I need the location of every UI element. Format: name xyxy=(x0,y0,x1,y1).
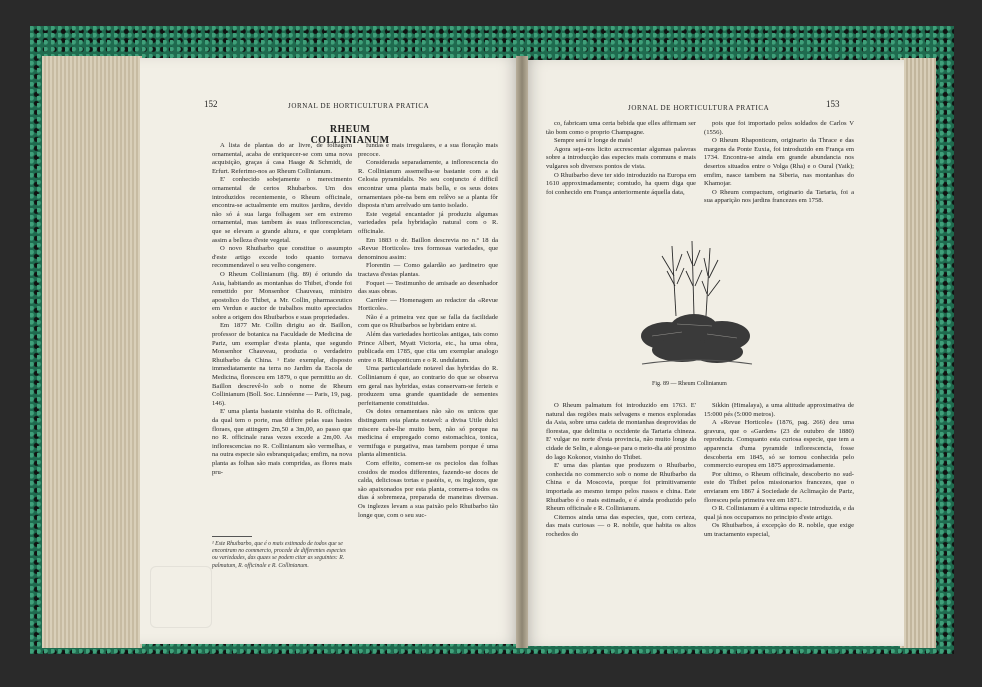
figure-caption: Fig. 89 — Rheum Collinianum xyxy=(652,381,727,387)
paragraph: E' conhecido sobejamente o merecimento ornamental de certos Rhubarbos. Um dos introduzidos recentemente, o Rheum officinale, encontra-se actualmente em muitos jardins, devido não só á sua larga folhagem ser em extremo ornamental, mas tambem ás suas inflorescencias, que se elevam a grande altura, e que completam assim a belleza d'este vegetal. xyxy=(212,176,352,244)
right-page-number: 153 xyxy=(826,99,840,109)
right-running-head: JORNAL DE HORTICULTURA PRATICA xyxy=(628,104,770,112)
rheum-plant-illustration xyxy=(632,236,762,376)
paragraph: Em 1883 o dr. Baillon descrevia no n.º 18 da «Revue Horticole» tres formosas variedades, que denominou assim: xyxy=(358,236,498,261)
footnote: ¹ Este Rhuibarbo, que é o mais estimado de todos que se encontram no commercio, procede de differentes especies ou variedades, das quaes se podem citar as seguintes: R. palmatum, R. officinale e R. Collinianum. xyxy=(212,541,346,569)
left-page-number: 152 xyxy=(204,99,218,109)
paragraph: Considerada separadamente, a inflorescencia do R. Collinianum assemelha-se bastante com a da Celosia pyramidalis. No seu conjuncto é difficil encontrar uma planta mais bella, e os seus dotes ornamentaes põe-na bem em relêvo se a planta fôr disposta n'um arrelvado um tanto isolado. xyxy=(358,159,498,210)
book-gutter xyxy=(516,56,528,648)
paragraph: Citemos ainda uma das especies, que, com certeza, das mais curiosas — o R. nobile, que habita os altos rochedos do xyxy=(546,513,696,538)
paragraph: Carrière — Homenagem ao redactor da «Revue Horticole». xyxy=(358,296,498,313)
page-edges-left xyxy=(42,56,142,648)
paragraph: Por ultimo, o Rheum officinale, descoberto no sud-este do Thibet pelos missionarios francezes, que o enviaram em 1867 á Sociedade de Aclimação de Pariz, floresceu pela primeira vez em 1871. xyxy=(704,470,854,504)
paragraph: O Rheum palmatum foi introduzido em 1763. E' natural das regiões mais selvagens e menos exploradas da Asia, sobre uma cadeia de montanhas desprovidas de florestas, que delimita o occidente da Tartaria chineza. E' vulgar no norte d'esta provincia, não muito longe da cidade de Selin, e alonga-se para o meio-dia até proximo do lago Kokonor, visinho do Thibet. xyxy=(546,402,696,461)
paragraph: O novo Rhuibarbo que constitue o assumpto d'este artigo excede todo quanto tornava recommendavel o seu velho congenere. xyxy=(212,245,352,270)
left-column-2 xyxy=(358,142,498,582)
paragraph: Não é a primeira vez que se falla da facilidade com que os Rhuibarbos se hybridam entre si. xyxy=(358,313,498,330)
paragraph: fundas e mais irregulares, e a sua floração mais precoce. xyxy=(358,142,498,158)
library-stamp xyxy=(150,566,212,628)
paragraph: O R. Collinianum é a ultima especie introduzida, e da qual já nos occupamos no principio d'este artigo. xyxy=(704,505,854,521)
paragraph: E' uma planta bastante visinha do R. officinale, da qual tem o porte, mas differe pelas suas hastes floraes, que attingem 2m,50 a 3m,00, ao passo que no R. officinale raras vezes excede a 2m,00. As inflorescencias no R. Collinianum são vermelhas, e na outra especie são esbranquiçadas; emfim, na nova planta as folhas são mais compridas, as flores mais pru- xyxy=(212,408,352,476)
paragraph: O Rheum compactum, originario da Tartaria, foi a sua apparição nos jardins francezes em 1758. xyxy=(704,188,854,205)
paragraph: Foquet — Testimunho de amisade ao desenhador das suas obras. xyxy=(358,279,498,296)
paragraph: A «Revue Horticole» (1876, pag. 266) deu uma gravura, que o «Garden» (23 de outubro de 1880) reproduziu. Comquanto esta curiosa especie, que tem a apparencia d'uma pyramide inflorescencia, fosse descoberta em 1845, só se tornou conhecida pelo commercio europeu em 1875 approximadamente. xyxy=(704,419,854,470)
paragraph: O Rheum Collinianum (fig. 89) é oriundo da Asia, habitando as montanhas do Thibet, d'onde foi remettido por Monsenhor Chauveau, ministro apostolico do Thibet, a Mr. Collin, pharmaceutico em Verdun e auctor de trabalhos muito apreciados sobre a origem dos Rhuibarbos e suas propriedades. xyxy=(212,270,352,321)
paragraph: Sempre será ir longe de mais! xyxy=(554,137,633,145)
left-running-head: JORNAL DE HORTICULTURA PRATICA xyxy=(288,102,430,110)
paragraph: Florentin — Como galardão ao jardineiro que tractava d'estas plantas. xyxy=(358,262,498,278)
paragraph: Os dotes ornamentaes não são os unicos que distinguem esta planta notavel: a divisa Utile dulci miscere cabe-lhe muito bem, não só porque na medicina é empregado como estomachica, tonica, vermifuga e purgativa, mas tambem porque é uma planta alimenticia. xyxy=(358,408,498,459)
right-column-1-bottom xyxy=(546,402,696,602)
paragraph: O Rheum Rhaponticum, originario da Thrace e das margens da Ponte Euxia, foi introduzido em França em 1734. Encontra-se ainda em grande abundancia nos desertos situados entre o Volga (Rha) e o Oural (Yaik); emfim, nasce tambem na Siberia, nas montanhas do Khamojar. xyxy=(704,137,854,188)
right-column-1-top xyxy=(546,120,696,224)
paragraph: Sikkin (Himalaya), a uma altitude approximativa de 15:000 pés (5:000 metros). xyxy=(704,402,854,418)
paragraph: co, fabricam uma certa bebida que elles affirmam ser tão bom como o proprio Champagne. xyxy=(546,120,696,136)
paragraph: E' uma das plantas que produzem o Rhuibarbo, conhecida no commercio sob o nome de Rhuibarbo da China e da Moscovia, porque foi primitivamente importada ao mesmo tempo pelos russos e china. Este Rhuibarbo é o mais estimado, e é ainda produzido pelo Rheum officinale e R. Collinianum. xyxy=(546,462,696,513)
paragraph: Em 1877 Mr. Collin dirigiu ao dr. Baillon, professor de botanica na Faculdade de Medicina de Pariz, um exemplar d'esta planta, que segundo Monsenhor Chauveau, produzia o verdadeiro Rhuibarbo da China. ¹ Este exemplar, disposto immediatamente na terra no Jardim da Escola de Medicina, floresceu em 1879, o que permittiu ao dr. Baillon descrevê-lo sob o nome de Rheum Collinianum (Boll. Soc. Linnéenne — Paris, 19, pag. 146). xyxy=(212,322,352,407)
paragraph: Além das variedades horticolas antigas, tais como Prince Albert, Myatt Victoria, etc., ha uma obra, publicada em 1785, que cita um exemplar analogo entre o R. Rhaponticum e o R. undulatum. xyxy=(358,331,498,364)
paragraph: A lista de plantas do ar livre, de folhagem ornamental, acaba de enriquecer-se com uma nova acquisição, graças á casa Haage & Schmidt, de Erfurt. Referimo-nos ao Rheum Collinianum. xyxy=(212,142,352,175)
paragraph: Agora seja-nos licito accrescentar algumas palavras sobre a introducção das especies mais communs e mais vulgares sob diversos pontos de vista. xyxy=(546,145,696,170)
paragraph: Este vegetal encantador já produziu algumas variedades pela hybridação natural com o R. officinale. xyxy=(358,210,498,235)
paragraph: O Rhuibarbo deve ter sido introduzido na Europa em 1610 approximadamente; comtudo, ha quem diga que foi conhecido em França anteriormente áquella data, xyxy=(546,171,696,196)
paragraph: Os Rhuibarbos, á excepção do R. nobile, que exige um tractamento especial, xyxy=(704,522,854,538)
paragraph: Com effeito, comem-se os peciolos das folhas cosidos de modos differentes, fazendo-se doces de calda, deliciosas tortas e pastéis, e, os inglezes, que são apaixonados por esta planta, comem-a todos os dias á sobremeza, preparada de maneiras diversas. Os inglezes levam a sua paixão pelo Rhuibarbo tão longe que, com o seu suc- xyxy=(358,459,498,519)
page-edges-right xyxy=(900,58,936,648)
paragraph: pois que foi importado pelos soldados de Carlos V (1556). xyxy=(704,120,854,136)
right-column-2-bottom xyxy=(704,402,854,612)
right-column-2-top xyxy=(704,120,854,232)
article-title: RHEUM COLLINIANUM xyxy=(310,124,390,146)
footnote-rule xyxy=(212,536,252,537)
paragraph: Uma particularidade notavel das hybridas do R. Collinianum é que, ao contrario do que se observa em geral nas hybridas, estas conservam-se ferteis e produzem uma grande quantidade de sementes perfeitamente constituidas. xyxy=(358,365,498,407)
left-column-1 xyxy=(212,142,352,534)
